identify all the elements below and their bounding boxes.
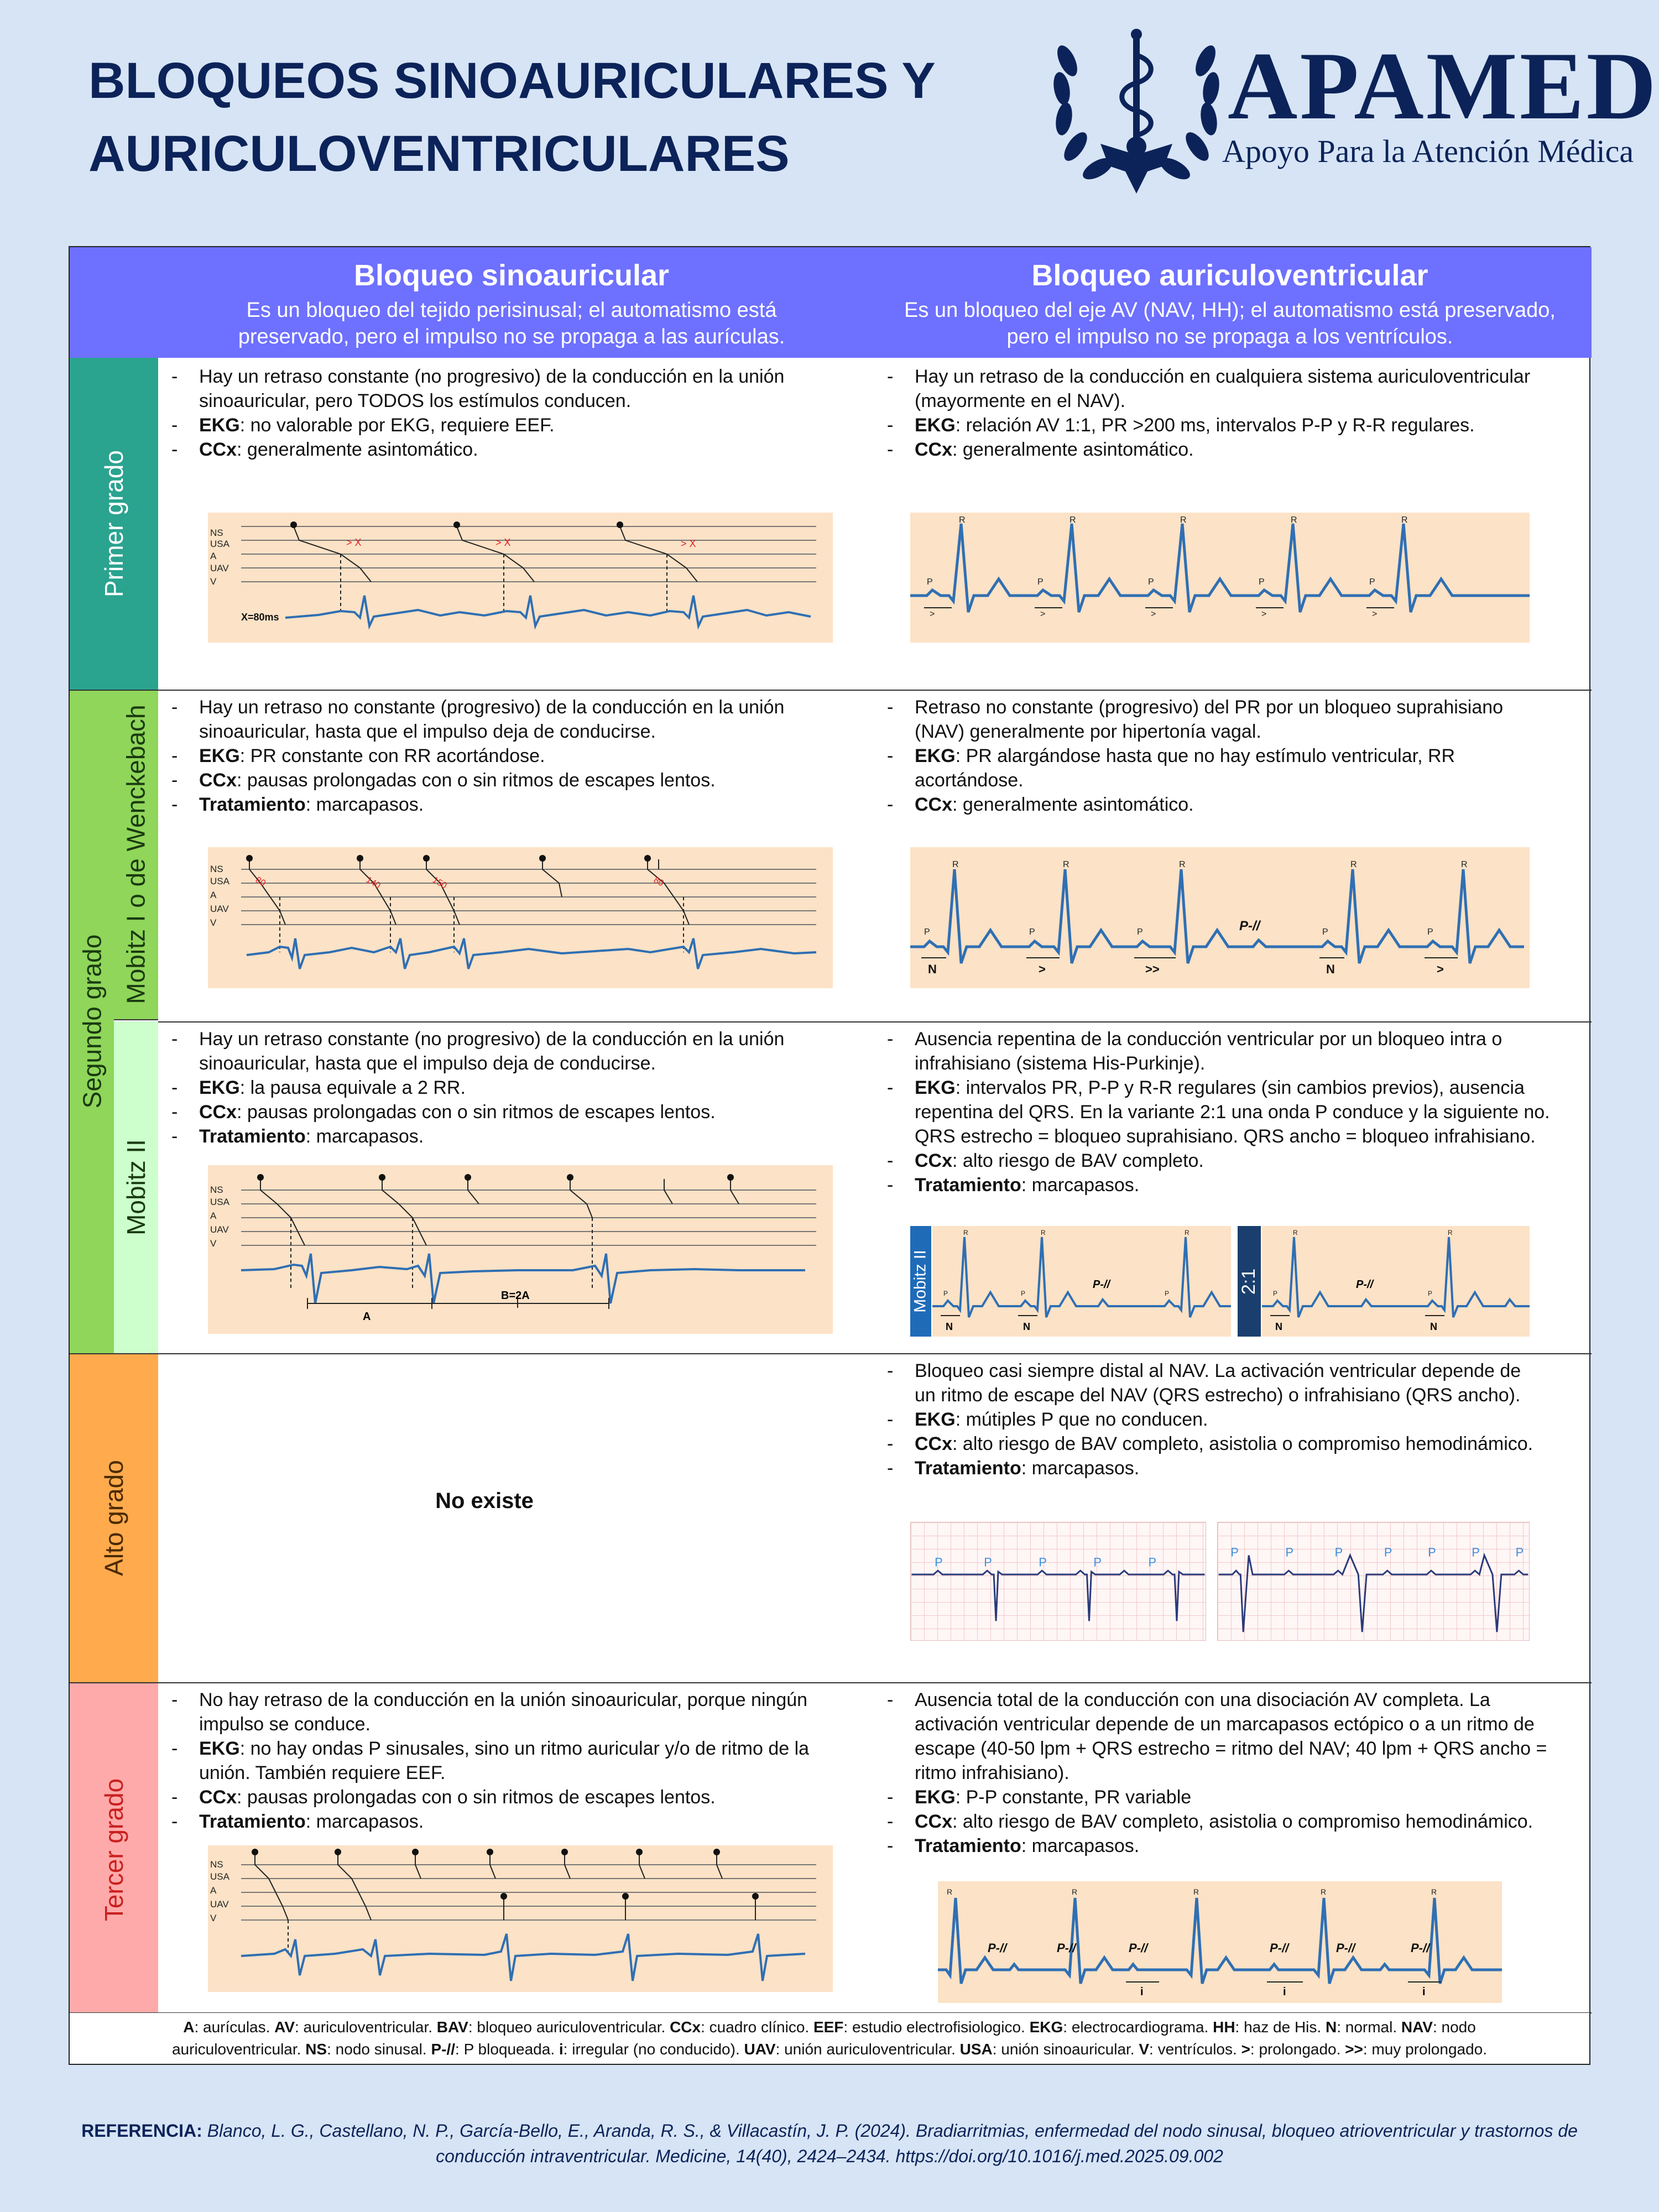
p-blocked-label: P-// [1093,1279,1110,1291]
legend-term: V [1139,2041,1150,2058]
ladder-label: V [210,1913,217,1923]
irregular-mark: i [1140,1986,1144,1998]
p-blocked-label: P-// [1336,1941,1355,1955]
p-label: P [1285,1545,1294,1559]
ladder-label: A [210,1885,217,1896]
row-label-mobitz-1: Mobitz I o de Wenckebach [114,690,158,1020]
p-label: P [984,1555,992,1569]
prolonged-mark: > [1261,609,1267,619]
header-av-desc-2: pero el impulso no se propaga a los ventrículos. [1006,325,1453,348]
row-label-tercer-grado: Tercer grado [70,1682,158,2017]
mobitz1-sa-ladder-diagram [208,847,833,988]
legend-definition: : cuadro clínico. [701,2018,813,2036]
comparison-table [69,246,1590,2016]
p-label: P [1093,1555,1102,1569]
r-label: R [1431,1887,1437,1896]
ladder-label: A [210,890,217,900]
p-label: P [1322,927,1328,937]
list-item: - Ausencia total de la conducción con una disociación AV completa. La activación ventricular depende de un marcapasos ectópico o a un ritmo de escape (40-50 lpm + QRS estrecho = ritmo del NAV; 40 lpm + QRS ancho = ritmo infrahisiano). [883,1688,1585,1785]
legend-definition: : prolongado. [1250,2041,1345,2058]
legend-definition: : P bloqueada. [455,2041,559,2058]
interval-a: A [363,1311,371,1323]
ladder-label: NS [210,1859,223,1870]
logo-name: APAMED [1228,32,1658,139]
ladder-label: UAV [210,1899,229,1910]
very-prolonged-mark: >> [1145,962,1160,976]
list-item: - CCx: alto riesgo de BAV completo, asistolia o compromiso hemodinámico. [883,1809,1585,1834]
p-label: P [943,1290,948,1297]
primer-av-text [883,364,1585,462]
legend-definition: : nodo sinusal. [327,2041,431,2058]
legend-term: EEF [813,2018,844,2036]
legend-term: NAV [1401,2018,1433,2036]
legend-term: A [183,2018,195,2036]
row-label-primer-grado: Primer grado [70,358,158,690]
legend-definition: : aurículas. [194,2018,275,2036]
p-label: P [1039,1555,1047,1569]
title-line-2: AURICULOVENTRICULARES [88,126,790,182]
header-av-desc-1: Es un bloqueo del eje AV (NAV, HH); el automatismo está preservado, [904,299,1556,322]
list-item: - CCx: generalmente asintomático. [883,792,1585,817]
legend-definition: : muy prolongado. [1363,2041,1488,2058]
list-item: - EKG: PR constante con RR acortándose. [167,744,869,768]
r-label: R [1193,1887,1199,1896]
legend-line-1 [81,2016,1578,2038]
ladder-label: USA [210,1197,229,1207]
list-item: - CCx: alto riesgo de BAV completo, asistolia o compromiso hemodinámico. [883,1432,1585,1456]
tercer-sa-text [167,1688,869,1834]
ladder-label: NS [210,528,223,538]
logo-tagline: Apoyo Para la Atención Médica [1222,133,1634,169]
ladder-label: USA [210,876,229,886]
r-label: R [1070,515,1076,525]
legend-definition: auriculoventricular. [171,2041,306,2058]
prolonged-mark: > [1437,962,1444,976]
p-label: P [1021,1290,1026,1297]
r-label: R [1293,1229,1298,1237]
r-label: R [1063,860,1070,869]
p-label: P [1137,927,1143,937]
p-label: P [1037,577,1044,587]
legend-term: UAV [744,2041,776,2058]
legend-definition: : unión auriculoventricular. [775,2041,960,2058]
header-sa-title: Bloqueo sinoauricular [353,259,670,292]
list-item: - EKG: la pausa equivale a 2 RR. [167,1076,869,1100]
ladder-label: USA [210,1871,229,1882]
variant-2-1-ecg [1262,1226,1530,1337]
list-item: - Bloqueo casi siempre distal al NAV. La activación ventricular depende de un ritmo de escape del NAV (QRS estrecho) o infrahisiano (QRS ancho). [883,1359,1585,1407]
prolonged-mark: > [930,609,935,619]
list-item: - CCx: pausas prolongadas con o sin ritmos de escapes lentos. [167,1100,869,1124]
list-item: - Tratamiento: marcapasos. [167,1124,869,1149]
p-blocked-label: P-// [1239,919,1260,933]
legend-term: NS [305,2041,327,2058]
p-label: P [924,927,930,937]
delay-mark: > X [681,538,696,549]
p-label: P [1428,1290,1433,1297]
mobitz1-av-text [883,695,1585,817]
p-label: P [1427,927,1433,937]
interval-label: X=80ms [241,612,279,623]
r-label: R [1321,1887,1327,1896]
row-divider [70,1353,1592,1354]
legend-term: i [559,2041,564,2058]
list-item: - Ausencia repentina de la conducción ventricular por un bloqueo intra o infrahisiano (sistema His-Purkinje). [883,1027,1585,1076]
delay-mark: > X [495,537,511,548]
list-item: - Tratamiento: marcapasos. [167,1809,869,1834]
reference-label: REFERENCIA: [81,2121,202,2141]
r-label: R [1180,515,1187,525]
list-item: - Hay un retraso de la conducción en cualquiera sistema auriculoventricular (mayormente en el NAV). [883,364,1585,413]
list-item: - CCx: generalmente asintomático. [883,437,1585,462]
p-label: P [1334,1545,1343,1559]
ladder-label: UAV [210,563,229,573]
list-item: - EKG: intervalos PR, P-P y R-R regulares (sin cambios previos), ausencia repentina del QRS. En la variante 2:1 una onda P conduce y la siguiente no. QRS estrecho = bloqueo suprahisiano. QRS ancho = bloqueo infrahisiano. [883,1076,1585,1149]
r-label: R [959,515,966,525]
p-blocked-label: P-// [988,1941,1007,1955]
legend-term: >> [1345,2041,1363,2058]
ladder-label: V [210,1238,217,1249]
header-auriculoventricular [868,247,1592,358]
list-item: - CCx: pausas prolongadas con o sin ritmos de escapes lentos. [167,1785,869,1809]
p-label: P [1029,927,1035,937]
r-label: R [1291,515,1297,525]
row-divider [70,690,1592,691]
delay-value: 80 [652,875,665,889]
p-label: P [1148,577,1154,587]
ladder-label: NS [210,1185,223,1195]
legend-definition: : nodo [1432,2018,1476,2036]
list-item: - Tratamiento: marcapasos. [883,1173,1585,1197]
p-blocked-label: P-// [1129,1941,1148,1955]
normal-mark: N [1275,1321,1282,1332]
abbreviations-legend [69,2013,1590,2065]
tercer-sa-ladder-diagram [208,1845,833,1992]
prolonged-mark: > [1372,609,1378,619]
row-label-mobitz-2: Mobitz II [114,1021,158,1353]
row-divider [70,1682,1592,1683]
r-label: R [1185,1229,1190,1237]
legend-definition: : haz de His. [1235,2018,1326,2036]
legend-definition: : electrocardiograma. [1063,2018,1213,2036]
list-item: - EKG: relación AV 1:1, PR >200 ms, intervalos P-P y R-R regulares. [883,413,1585,437]
list-item: - EKG: no valorable por EKG, requiere EEF. [167,413,869,437]
no-existe-label: No existe [435,1489,534,1513]
normal-mark: N [1326,962,1335,976]
p-label: P [1273,1290,1278,1297]
mobitz2-av-text [883,1027,1585,1197]
legend-term: N [1325,2018,1337,2036]
legend-term: AV [274,2018,295,2036]
ladder-label: A [210,551,217,561]
mobitz1-av-ecg [910,847,1530,988]
ladder-label: UAV [210,904,229,914]
list-item: - Tratamiento: marcapasos. [883,1834,1585,1858]
normal-mark: N [1430,1321,1437,1332]
ladder-label: UAV [210,1224,229,1235]
normal-mark: N [1023,1321,1030,1332]
reference-text-1: Blanco, L. G., Castellano, N. P., García-Bello, E., Aranda, R. S., & Villacastín, J. P. (2024). Bradiarritmias, enfermedad del nodo sinusal, bloqueo atrioventricular y trastornos de [202,2121,1578,2141]
ladder-label: V [210,917,217,928]
p-label: P [1259,577,1265,587]
legend-definition: : unión sinoauricular. [992,2041,1139,2058]
p-blocked-label: P-// [1270,1941,1289,1955]
p-label: P [1165,1290,1170,1297]
delay-value: 150 [431,875,448,891]
p-label: P [1515,1545,1524,1559]
row-label-alto-grado: Alto grado [70,1353,158,1682]
p-label: P [1428,1545,1436,1559]
irregular-mark: i [1422,1986,1426,1998]
ladder-label: V [210,576,217,587]
tercer-av-ecg [938,1881,1502,2003]
ladder-label: A [210,1211,217,1221]
normal-mark: N [946,1321,953,1332]
legend-term: > [1241,2041,1250,2058]
r-label: R [1041,1229,1046,1237]
r-label: R [952,860,959,869]
header-corner [70,247,155,358]
list-item: - Tratamiento: marcapasos. [883,1456,1585,1480]
p-label: P [1369,577,1375,587]
normal-mark: N [928,962,937,976]
list-item: - EKG: no hay ondas P sinusales, sino un ritmo auricular y/o de ritmo de la unión. También requiere EEF. [167,1736,869,1785]
alto-narrow-qrs-ecg [910,1522,1206,1641]
r-label: R [1179,860,1186,869]
legend-term: BAV [436,2018,468,2036]
title-line-1: BLOQUEOS SINOAURICULARES Y [88,53,936,109]
reference [44,2118,1615,2169]
p-label: P [1384,1545,1392,1559]
primer-sa-ladder-diagram [208,513,833,643]
list-item: - CCx: generalmente asintomático. [167,437,869,462]
list-item: - Hay un retraso no constante (progresivo) de la conducción en la unión sinoauricular, hasta que el impulso deja de conducirse. [167,695,869,744]
mobitz2-tag: Mobitz II [910,1226,931,1337]
legend-term: P-// [431,2041,456,2058]
legend-definition: : auriculoventricular. [295,2018,437,2036]
delay-mark: > X [346,537,362,548]
prolonged-mark: > [1039,962,1046,976]
list-item: - Tratamiento: marcapasos. [167,792,869,817]
delay-value: 80 [254,875,267,889]
p-label: P [935,1555,943,1569]
legend-line-2 [81,2038,1578,2060]
p-label: P [1230,1545,1239,1559]
legend-definition: : ventrículos. [1149,2041,1241,2058]
r-label: R [1350,860,1357,869]
list-item: - Hay un retraso constante (no progresivo) de la conducción en la unión sinoauricular, pero TODOS los estímulos conducen. [167,364,869,413]
list-item: - CCx: alto riesgo de BAV completo. [883,1149,1585,1173]
prolonged-mark: > [1151,609,1156,619]
list-item: - EKG: mútiples P que no conducen. [883,1407,1585,1432]
r-label: R [963,1229,968,1237]
legend-term: HH [1213,2018,1235,2036]
tercer-av-text [883,1688,1585,1858]
legend-definition: : irregular (no conducido). [563,2041,744,2058]
r-label: R [1401,515,1408,525]
list-item: - EKG: PR alargándose hasta que no hay estímulo ventricular, RR acortándose. [883,744,1585,792]
legend-definition: : normal. [1337,2018,1401,2036]
ladder-label: NS [210,864,223,874]
ladder-label: USA [210,539,229,549]
p-blocked-label: P-// [1356,1279,1374,1291]
legend-term: CCx [670,2018,701,2036]
r-label: R [1461,860,1468,869]
row-label-segundo-grado: Segundo grado [70,690,114,1353]
mobitz1-sa-text [167,695,869,817]
prolonged-mark: > [1040,609,1046,619]
header-sinoauricular [155,247,868,358]
reference-text-2: conducción intraventricular. Medicine, 14(40), 2424–2434. https://doi.org/10.1016/j.med.2025.09.002 [436,2146,1223,2166]
list-item: - EKG: P-P constante, PR variable [883,1785,1585,1809]
page-title [88,44,1029,190]
header-sa-desc-2: preservado, pero el impulso no se propaga a las aurículas. [238,325,785,348]
mobitz2-sa-ladder-diagram [208,1165,833,1334]
primer-av-ecg [910,513,1530,643]
legend-term: EKG [1029,2018,1063,2036]
p-label: P [1148,1555,1157,1569]
r-label: R [1072,1887,1078,1896]
alto-wide-qrs-ecg [1217,1522,1530,1641]
legend-definition: : estudio electrofisiologico. [843,2018,1030,2036]
interval-b: B=2A [501,1290,530,1302]
alto-av-text [883,1359,1585,1480]
irregular-mark: i [1283,1986,1286,1998]
r-label: R [947,1887,953,1896]
list-item: - Retraso no constante (progresivo) del PR por un bloqueo suprahisiano (NAV) generalmente por hipertonía vagal. [883,695,1585,744]
mobitz2-sa-text [167,1027,869,1149]
list-item: - CCx: pausas prolongadas con o sin ritmos de escapes lentos. [167,768,869,792]
primer-sa-text [167,364,869,462]
row-divider [158,1021,1592,1022]
mobitz2-av-ecg [932,1226,1231,1337]
p-label: P [927,577,933,587]
p-blocked-label: P-// [1057,1941,1076,1955]
delay-value: 140 [364,875,382,891]
variant-2-1-tag: 2:1 [1238,1226,1261,1337]
p-label: P [1472,1545,1480,1559]
header-av-title: Bloqueo auriculoventricular [1031,259,1428,292]
p-blocked-label: P-// [1411,1941,1430,1955]
list-item: - Hay un retraso constante (no progresivo) de la conducción en la unión sinoauricular, hasta que el impulso deja de conducirse. [167,1027,869,1076]
legend-term: USA [959,2041,993,2058]
header-sa-desc-1: Es un bloqueo del tejido perisinusal; el automatismo está [246,299,777,322]
legend-definition: : bloqueo auriculoventricular. [468,2018,670,2036]
r-label: R [1448,1229,1453,1237]
list-item: - No hay retraso de la conducción en la unión sinoauricular, porque ningún impulso se conduce. [167,1688,869,1736]
